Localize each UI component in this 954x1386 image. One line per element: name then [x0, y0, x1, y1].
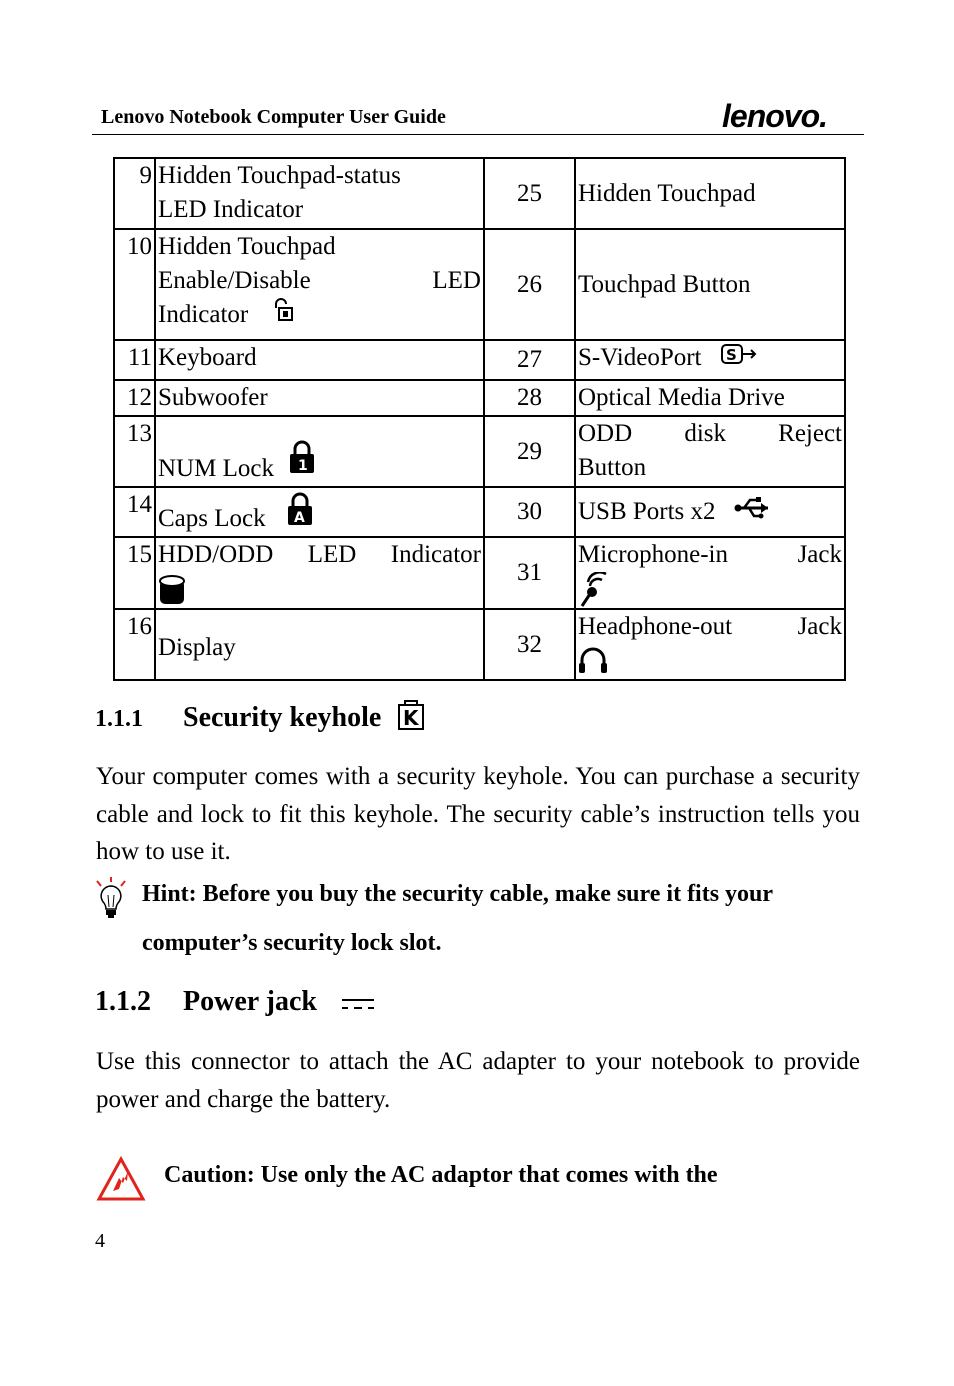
usb-icon	[734, 495, 772, 521]
item-label-word: HDD/ODD	[158, 541, 274, 568]
item-number: 25	[484, 158, 575, 229]
header-rule	[92, 134, 864, 135]
item-label-word: Microphone-in	[578, 541, 728, 568]
security-keyhole-paragraph: Your computer comes with a security keyhole. You can purchase a security cable and lock to fit this keyhole. The security cable’s instruction tells you how to use it.	[96, 763, 860, 865]
item-number: 15	[114, 537, 155, 609]
caution-warning-icon	[96, 1156, 146, 1202]
item-label-line: Hidden Touchpad-status	[158, 162, 401, 189]
hint-line: computer’s security lock slot.	[142, 930, 442, 956]
item-label-word: Enable/Disable	[158, 267, 311, 294]
item-number: 26	[484, 229, 575, 340]
item-label	[155, 487, 484, 537]
table-row	[114, 340, 845, 380]
item-number: 27	[484, 340, 575, 380]
s-video-icon	[720, 341, 758, 367]
item-label-word: Indicator	[158, 301, 249, 328]
caution-text: Caution: Use only the AC adaptor that comes with the	[164, 1162, 718, 1188]
item-label-word: ODD	[578, 420, 633, 447]
table-row	[114, 380, 845, 416]
item-label: Touchpad Button	[575, 229, 845, 340]
item-label: Optical Media Drive	[575, 380, 845, 416]
item-number: 12	[114, 380, 155, 416]
item-label	[155, 416, 484, 487]
item-number: 32	[484, 609, 575, 680]
item-label-word: Caps Lock	[158, 505, 266, 532]
item-label: Subwoofer	[155, 380, 484, 416]
item-number: 13	[114, 416, 155, 487]
svg-text:S: S	[725, 346, 737, 364]
headphone-icon	[578, 644, 608, 674]
section-number: 1.1.2	[95, 986, 151, 1017]
item-label	[575, 416, 845, 487]
item-label-word: LED	[432, 267, 481, 294]
item-number: 10	[114, 229, 155, 340]
item-number: 9	[114, 158, 155, 229]
table-row	[114, 416, 845, 487]
section-title: Power jack	[183, 986, 317, 1017]
svg-text:1: 1	[298, 458, 308, 474]
section-heading-security-keyhole	[95, 702, 426, 734]
item-label-word: Indicator	[390, 541, 481, 568]
item-label	[575, 537, 845, 609]
unlocked-padlock-icon	[272, 298, 294, 322]
table-row	[114, 537, 845, 609]
svg-text:A: A	[293, 510, 305, 526]
item-label-line	[158, 298, 481, 332]
lenovo-logo: lenovo.	[722, 98, 828, 134]
num-lock-icon	[288, 440, 316, 474]
table-row	[114, 487, 845, 537]
section-number: 1.1.1	[95, 706, 143, 732]
item-label-word: USB Ports x2	[578, 498, 716, 525]
item-label-word: Jack	[797, 541, 842, 568]
item-number: 11	[114, 340, 155, 380]
item-number: 14	[114, 487, 155, 537]
section-title: Security keyhole	[183, 702, 382, 733]
parts-table	[113, 157, 846, 681]
item-number: 16	[114, 609, 155, 680]
power-jack-paragraph: Use this connector to attach the AC adapter to your notebook to provide power and charge the battery.	[96, 1048, 860, 1113]
microphone-icon	[578, 572, 608, 608]
item-label	[155, 229, 484, 340]
item-label: Display	[155, 609, 484, 680]
item-label: Keyboard	[155, 340, 484, 380]
hint-line: Hint: Before you buy the security cable, make sure it fits your	[142, 881, 774, 907]
item-label-word: S-VideoPort	[578, 344, 702, 371]
item-label	[575, 609, 845, 680]
svg-text:K: K	[403, 706, 419, 730]
item-label-word: Jack	[797, 613, 842, 640]
item-label-word: Reject	[778, 420, 842, 447]
item-label-word: disk	[684, 420, 726, 447]
item-label-line	[158, 264, 481, 298]
item-label-line	[578, 610, 842, 644]
item-label	[575, 487, 845, 537]
item-number: 29	[484, 416, 575, 487]
item-number: 31	[484, 537, 575, 609]
item-number: 28	[484, 380, 575, 416]
dc-power-icon	[340, 996, 376, 1012]
table-row	[114, 158, 845, 229]
item-label-word: NUM Lock	[158, 455, 274, 482]
page-number: 4	[95, 1230, 105, 1252]
kensington-lock-icon	[396, 698, 426, 732]
item-label-line	[578, 417, 842, 451]
item-label	[155, 158, 484, 229]
item-label-line	[158, 538, 481, 572]
item-label-line	[578, 538, 842, 572]
caps-lock-icon	[286, 492, 314, 526]
item-number: 30	[484, 487, 575, 537]
table-row	[114, 609, 845, 680]
table-row	[114, 229, 845, 340]
header-title: Lenovo Notebook Computer User Guide	[101, 106, 446, 128]
item-label-line: Hidden Touchpad	[158, 233, 336, 260]
hard-disk-icon	[158, 574, 186, 608]
item-label-word: LED	[307, 541, 357, 568]
item-label: Hidden Touchpad	[575, 158, 845, 229]
item-label-line: Button	[578, 454, 647, 481]
item-label-word: Headphone-out	[578, 613, 733, 640]
item-label	[155, 537, 484, 609]
hint-text	[142, 870, 862, 968]
item-label-line: LED Indicator	[158, 196, 304, 223]
lightbulb-hint-icon	[93, 877, 129, 921]
section-heading-power-jack	[95, 986, 376, 1018]
item-label	[575, 340, 845, 380]
